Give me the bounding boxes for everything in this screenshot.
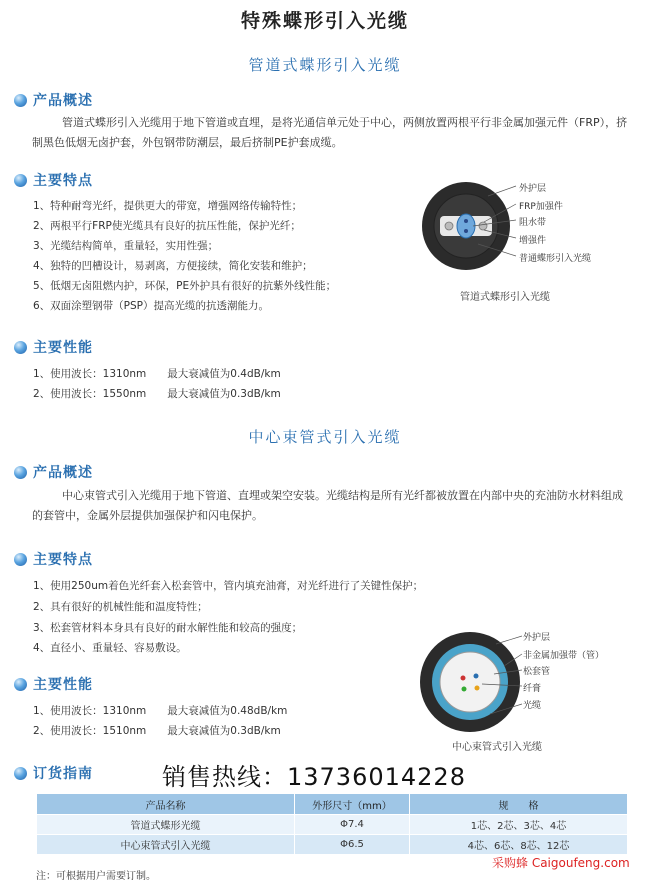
section-label: 产品概述 — [33, 93, 93, 109]
section2-overview-text: 中心束管式引入光缆用于地下管道、直埋或架空安装。光缆结构是所有光纤都被放置在内部中央的充油防水材料组成的套管中，金属外层提供加强保护和闪电保护。 — [32, 489, 623, 522]
feature-item: 4、独特的凹槽设计，易剥离，方便接续，简化安装和维护； — [33, 260, 313, 272]
diagram-label: 外护层 — [519, 184, 547, 194]
table-cell: 4芯、6芯、8芯、12芯 — [410, 835, 628, 855]
table-header-row — [37, 794, 628, 815]
frp-right — [479, 222, 487, 230]
bullet-icon — [14, 341, 27, 354]
feature-item: 1、使用250um着色光纤套入松套管中，管内填充油膏，对光纤进行了关键性保护； — [33, 580, 424, 592]
section-label: 订货指南 — [33, 766, 93, 782]
water-block — [457, 214, 475, 238]
section2-performance-heading — [14, 674, 93, 694]
diagram-label: 增强件 — [519, 236, 547, 246]
section-label: 主要特点 — [33, 552, 93, 568]
section-label: 主要性能 — [33, 677, 93, 693]
table-cell: 管道式蝶形光缆 — [37, 815, 295, 835]
brand-watermark: 采购蜂 Caigoufeng.com — [492, 856, 630, 870]
section2-features-heading — [14, 549, 93, 569]
section1-overview-text: 管道式蝶形引入光缆用于地下管道或直埋，是将光通信单元处于中心，两侧放置两根平行非金属加强元件（FRP），挤制黑色低烟无卤护套，外包钢带防潮层，最后挤制PE护套成缆。 — [32, 116, 628, 149]
section2-heading: 中心束管式引入光缆 — [248, 428, 402, 446]
diagram-caption: 中心束管式引入光缆 — [452, 742, 542, 753]
diagram-label: 非金属加强带（管） — [523, 651, 605, 661]
table-cell: 中心束管式引入光缆 — [37, 835, 295, 855]
table-row — [37, 815, 628, 835]
table-cell: Φ6.5 — [295, 835, 410, 855]
section1-performance-heading — [14, 337, 93, 357]
feature-item: 3、松套管材料本身具有良好的耐水解性能和较高的强度； — [33, 622, 303, 634]
diagram-label: 阻水带 — [519, 218, 547, 228]
bullet-icon — [14, 767, 27, 780]
feature-item: 3、光缆结构简单，重量轻，实用性强； — [33, 240, 219, 252]
bullet-icon — [14, 466, 27, 479]
table-cell: Φ7.4 — [295, 815, 410, 835]
table-header: 规 格 — [410, 794, 628, 815]
performance-item: 1、使用波长：1310nm 最大衰减值为0.48dB/km — [33, 705, 288, 717]
page-title: 特殊蝶形引入光缆 — [240, 10, 409, 32]
section1-heading: 管道式蝶形引入光缆 — [248, 56, 402, 74]
sales-hotline: 销售热线：13736014228 — [162, 763, 466, 791]
loose-tube — [440, 652, 500, 712]
section1-features-heading — [14, 170, 93, 190]
section2-overview-heading — [14, 462, 93, 482]
section-label: 主要性能 — [33, 340, 93, 356]
central-tube-cable-diagram — [418, 628, 528, 738]
performance-item: 2、使用波长：1550nm 最大衰减值为0.3dB/km — [33, 388, 281, 400]
diagram-label: 纤膏 — [523, 684, 542, 694]
feature-item: 2、两根平行FRP使光缆具有良好的抗压性能，保护光纤； — [33, 220, 301, 232]
section-label: 主要特点 — [33, 173, 93, 189]
bullet-icon — [14, 678, 27, 691]
order-note: 注：可根据用户需要订制。 — [36, 871, 156, 882]
feature-item: 5、低烟无卤阻燃内护，环保，PE外护具有很好的抗紫外线性能； — [33, 280, 337, 292]
order-table — [36, 793, 628, 855]
diagram-label: FRP加强件 — [519, 202, 563, 212]
diagram-label: 光缆 — [523, 701, 542, 711]
bullet-icon — [14, 174, 27, 187]
bullet-icon — [14, 94, 27, 107]
frp-left — [445, 222, 453, 230]
feature-item: 6、双面涂塑钢带（PSP）提高光缆的抗透潮能力。 — [33, 300, 270, 312]
table-row — [37, 835, 628, 855]
diagram-label: 外护层 — [523, 633, 551, 643]
section1-overview-heading — [14, 90, 93, 110]
performance-item: 2、使用波长：1510nm 最大衰减值为0.3dB/km — [33, 725, 281, 737]
performance-item: 1、使用波长：1310nm 最大衰减值为0.4dB/km — [33, 368, 281, 380]
section-label: 产品概述 — [33, 465, 93, 481]
table-header: 外形尺寸（mm） — [295, 794, 410, 815]
diagram-label: 普通蝶形引入光缆 — [519, 254, 592, 264]
feature-item: 2、具有很好的机械性能和温度特性； — [33, 601, 208, 613]
bullet-icon — [14, 553, 27, 566]
diagram-caption: 管道式蝶形引入光缆 — [460, 292, 550, 303]
order-guide-heading — [14, 763, 93, 783]
feature-item: 1、特种耐弯光纤，提供更大的带宽，增强网络传输特性； — [33, 200, 303, 212]
table-header: 产品名称 — [37, 794, 295, 815]
table-cell: 1芯、2芯、3芯、4芯 — [410, 815, 628, 835]
diagram-label: 松套管 — [523, 667, 551, 677]
feature-item: 4、直径小、重量轻、容易敷设。 — [33, 642, 187, 654]
